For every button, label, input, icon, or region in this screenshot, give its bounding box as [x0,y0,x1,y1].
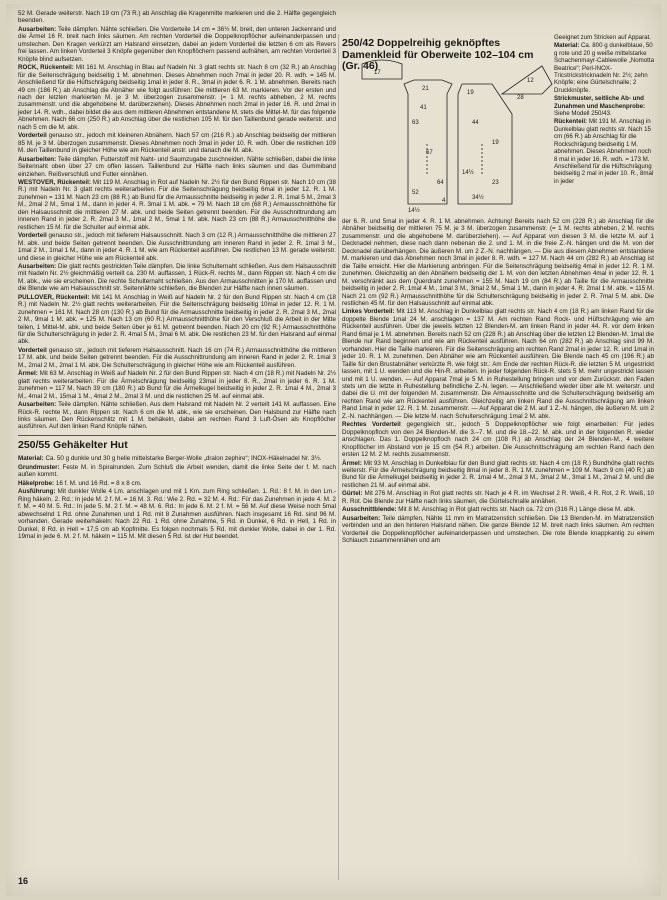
dim-label: 44 [472,120,479,126]
paragraph [342,308,654,420]
text: Mit dunkler Wolle 4 Lm. anschlagen und mit 1 Km. zum Ring schließen. 1. Rd.: 8 f. M. in den Lm.-Ring häkeln. 2. Rd.: In jede M. 2 f. M. = 16 M. 3. Rd.: Wie 2. Rd. = 32 M. 4. Rd.: Für das Zunehmen in jede 4. M. 2 f. M. = 40 M. 5. Rd.: In jede 5. M. 2 f. M. = 48 M. 6. Rd.: In jede 6. M. 2 f. M. = 56 M. Auf diese Weise noch 5mal abwechselnd 1 Rd. ohne Zunahmen und 1 Rd. mit 8 Zunahmen ausführen. Nach insgesamt 16 Rd. sind 96 M. vorhanden. Gerade weiterhäkeln: Nach 22 Rd. 1 Rd. ohne Zunahme, 5 Rd. in Dunkel, 6 Rd. in Hell, 1 Rd. in Dunkel, 8 Rd. in Hell = 17,5 cm ab Kopfmitte. Es folgen nochmals 5 Rd. mit dunkler Wolle, dabei in der 1. Rd. 19mal in jede 6. M. 2 f. M. häkeln = 115 M. Mit diesen 5 Rd. ist der Hut beendet. [18,488,336,540]
paragraph [342,506,654,513]
dim-label: 28 [517,95,524,101]
paragraph [18,488,336,540]
label: Rückenteil: [554,118,588,126]
text: Mit 191 M. Anschlag in Dunkelblau glatt rechts str. Nach 15 cm (66 R.) ab Anschlag für die Rockschrägung beidseitig 1 M. abnehmen. Dieses Abnehmen noch 8 mal in jeder 16. R. wdh. = 173 M. Anschließend für die Hüftschrägung beidseitig 2 mal in jeder 10. R., 8mal in jeder [554,118,654,185]
text: Mit 119 M. Anschlag in Rot auf Nadeln Nr. 2½ für den Bund Rippen str. Nach 10 cm (38 R.) mit Nadeln Nr. 3 glatt rechts weiterarbeiten. Für die Seitenschrägung beidseitig 6mal in jeder 12. R. 1 M. zunehmen = 131 M. Nach 23 cm (88 R.) ab Bund für die Armausschnitte beidseitig in jeder 2. R. 1mal 5 M., 2mal 3 M., 2mal 2 M., 5mal 1 M., dann in jeder 4. R. 3mal 1 M. abk. = 79 M. Nach 18 cm (68 R.) Armausschnitthöhe für den Halsausschnitt die mittleren 27 M. abk. und beide Seiten getrennt beenden. Für die Ausschnittrundung am inneren Rand in jeder 2. R. 2mal 3 M., 1mal 2 M., 5mal 1 M. abk. Nach 23 cm (88 R.) Armausschnitthöhe die restlichen 15 M. für die Schulter auf einmal abk. [18,178,336,231]
dim-label: 21 [422,86,429,92]
label: Grundmuster: [18,463,60,471]
paragraph: Geeignet zum Stricken auf Apparat. [554,34,651,41]
paragraph [18,347,336,369]
paragraph [18,132,336,154]
text: Die glatt rechts gestrickten Teile dämpfen. Die linke Schulternaht schließen. Aus dem Halsausschnitt mit Nadeln Nr. 2½ gleichmäßig verteilt ca. 230 M. auffassen, 1 Rück-R. rechts M., dann Rippen str. Nach 4 cm die M. abk., wie sie erscheinen. Die rechte Schulternaht schließen. Aus den Armausschnitten je 170 M. auffassen und die Blende wie am Halsausschnitt str. Seitennähte schließen, die Blenden zur Hälfte nach innen säumen. [18,262,336,293]
label: Ausarbeiten: [18,25,57,33]
label: Ärmel: [18,370,38,378]
text: Mit 63 M. Anschlag in Weiß auf Nadeln Nr. 2 für den Bund Rippen str. Nach 4 cm (18 R.) mit Nadeln Nr. 2½ glatt rechts weiterarbeiten. Für die Ärmelschrägung beidseitig 23mal in jeder 8. R., 2mal in jeder 6. R. 1 M. zunehmen = 117 M. Nach 39 cm (180 R.) ab Bund für die Ärmelkugel beidseitig in jeder 2. R. 1mal 4 M., 2mal 3 M., 4mal 2 M., 15mal 1 M., 4mal 2 M., 2mal 3 M. und die restlichen 25 M. auf einmal abk. [18,370,336,400]
column-divider [338,34,339,880]
dim-label: 63 [412,120,419,126]
paragraph [342,490,654,505]
dim-label: 4 [442,198,446,204]
label: Strickmuster, seitliche Ab- und Zunahmen und Maschenprobe: [554,95,646,110]
paragraph [18,232,336,262]
paragraph [554,95,654,117]
page-number: 16 [18,876,29,886]
paragraph [554,42,654,94]
text: Ca. 800 g dunkelblaue, 50 g rote und 20 g weiße mittelstarke Schachenmayr-Cablewolle „Nomotta Beatrice“; Perl-INOX-Tricstrickstricknadeln Nr. 2½; zehn Knöpfe; eine Gürtelschnalle; 2 Druckknöpfe. [554,42,654,94]
dim-label: 52 [412,190,419,196]
paragraph: 52 M. Gerade weiterstr. Nach 19 cm (73 R.) ab Anschlag die Kragenmitte markieren und die 2. Hälfte gegengleich beenden. [18,10,336,25]
label: ROCK, Rückenteil: [18,64,74,72]
dim-label: 23 [492,180,499,186]
dim-label: 14½ [408,208,420,214]
front-outline [458,84,512,204]
text: Mit 93 M. Anschlag in Dunkelblau für den Bund glatt rechts str. Nach 4 cm (18 R.) Bundhöhe glatt rechts weiterstr. Für die Ärmelschrägung beidseitig 8mal in jeder 8. R. 1 M. zunehmen = 109 M. Nach 9 cm (40 R.) ab Bund für die Ärmelkugel beidseitig in jeder 2. R. 1mal 4 M., 2mal 3 M., 3mal 2 M., 3mal 1 M., 2mal 2 M. und die restlichen 21 M. auf einmal abk. [342,459,654,489]
label: Ausschnittblende: [342,506,397,514]
label: Material: [554,42,580,50]
paragraph [342,421,654,458]
label: Ärmel: [342,459,362,467]
label: Ausarbeiten: [18,155,57,163]
dim-label: 64 [437,180,444,186]
text: Siehe Modell 250/43. [554,110,612,118]
left-column [18,10,336,541]
paragraph [18,179,336,231]
dim-label: 17 [374,70,381,76]
text: Teile dämpfen. Nähte schließen. Aus dem Halsrand mit Nadeln Nr. 2 verteilt 141 M. auffassen. Eine Rück-R. rechte M., dann Rippen str. Nach 6 cm die M. abk., wie sie erscheinen. Den Halsbund zur Hälfte nach links säumen. Den Rückenschlitz mit 1 M. behäkeln, dabei am rechten Rand 3 Luft-Ösen als Knopflöcher ausführen. Auf den linken Rand Knöpfe nähen. [18,401,336,431]
label: Rechtes Vorderteil [342,421,401,429]
dim-label: 34½ [472,195,484,201]
dim-label: 12 [527,78,534,84]
label: Häkelprobe: [18,479,55,487]
paragraph [18,401,336,431]
paragraph [554,118,654,185]
paragraph [18,156,336,178]
text: Teile dämpfen. Futterstoff mit Naht- und Saumzugabe zuschneiden. Nähte schließen, dabei die linke Seitennaht oben über 27 cm offen lassen. Taillenbund zur Hälfte nach links säumen und das Gummiband einziehen. Reißverschluß und Futter einnähen. [18,155,336,178]
text: 16 f. M. und 16 Rd. = 8 x 8 cm. [55,479,142,487]
label: Ausarbeiten: [18,401,57,409]
text: Mit 8 M. Anschlag in Rot glatt rechts str. Nach ca. 72 cm (316 R.) Länge diese M. abk. [398,506,636,514]
paragraph [342,515,654,545]
section-divider [18,435,336,436]
paragraph [342,460,654,490]
label: Ausarbeiten: [18,262,57,270]
text: Mit 276 M. Anschlag in Rot glatt rechts str. Nach je 4 R. im Wechsel 2 R. Weiß, 4 R. Rot, 2 R. Weiß, 10 R. Rot. Die Blende zur Hälfte nach links säumen, die Gürtelschnalle annähen. [342,490,654,505]
text: Mit 141 M. Anschlag in Weiß auf Nadeln Nr. 2 für den Bund Rippen str. Nach 4 cm (18 R.) mit Nadeln Nr. 2½ glatt rechts weiterarbeiten. Für die Seitenschrägung beidseitig 10mal in jeder 12. R. 1 M. zunehmen = 161 M. Nach 28 cm (130 R.) ab Bund für die Armausschnitte beidseitig in jeder 2. R. 2mal 3 M., 2mal 2 M., 9mal 1 M. abk. = 125 M. Nach 13 cm (60 R.) Armausschnitthöhe für den Verschluß die Arbeit in der Mitte teilen, 1 Mittel-M. abk. und beide Seiten über je 61 M. getrennt beenden. Nach 20 cm (92 R.) Armausschnitthöhe für die Schulterschrägung in jeder 2. R. 4mal 5 M., 3mal 6 M. abk. Die restlichen 23 M. für den Halsrand auf einmal abk. [18,293,336,346]
text: Mit 161 M. Anschlag in Blau auf Nadeln Nr. 3 glatt rechts str. Nach 8 cm (32 R.) ab Anschlag für die Seitenschrägung beidseitig 1 M. abnehmen. Dieses Abnehmen noch 7mal in jeder 20. R. wdh. = 145 M. Anschließend für die Hüftschrägung beidseitig 1mal in jeder 8. R., 3mal in jeder 6. R. 1 M. abnehmen. Bereits nach 49 cm (186 R.) ab Anschlag die Abnäher wie folgt ausführen: Die mittleren 63 M. markieren. Vor der ersten und nach der letzten markierten M. je 3 M. überzogen zusammenstr. (= 1 M. rechts abheben, 2 M. rechts zusammenstr. und die abgehobene M. darüberziehen). Dieses Abnehmen noch 2mal in jeder 16. R. und 2mal in jeder 14. R. wdh., dabei bildet die aus dem mittleren Abnehmen entstandene M. stets die Mittel-M. für das folgende Abnehmen. Nach 66 cm (250 R.) ab Anschlag über die restlichen 105 M. für den Taillenbund gerade weiterstr. und nach 5 cm die M. abk. [18,64,336,131]
text: Ca. 50 g dunkle und 30 g helle mittelstarke Berger-Wolle „dralon zephire“; INOX-Häkelnadel Nr. 3½. [45,455,322,463]
paragraph [18,464,336,479]
paragraph [18,26,336,63]
paragraph [18,370,336,400]
label: Linkes Vorderteil: [342,308,395,316]
hat-title: 250/55 Gehäkelter Hut [18,438,128,451]
label: Vorderteil [18,132,47,140]
text: Mit 113 M. Anschlag in Dunkelblau glatt rechts str. Nach 4 cm (18 R.) am linken Rand für die doppelte Blende 1mal 24 M. anschlagen = 137 M. Am rechten Rand Rock- und Hüftschrägung wie am Rückenteil ausführen. Über die jeweils letzten 12 Blenden-M. am linken Rand in jeder 44. R. vor dem linken Rand 6mal je 1 M. abnehmen. Bereits nach 52 cm (228 R.) ab Anschlag über die letzten 12 Blenden-M. 1mal die Blende nur Rand beginnen und wie am Rückenteil ausführen. Nach 64 cm (282 R.) ab Anschlag sind 99 M. vorhanden. Hier die Taille markieren. Für die Seitenschrägung am rechten Rand 2mal in jeder 12. R. und 1mal in jeder 10. R. 1 M. zunehmen. Den Abnäher wie am Rückenteil ausführen. Die Blende nach 45 cm (196 R.) ab Taille für den Brustabnäher verkürzte R. wie folgt str.: Am Ende der rechten Rück-R. die letzten 5 M. ungestrickt lassen, mit 1 U. wenden und die Hin-R. arbeiten. In jeder folgenden Rück-R. stets 5 M. mehr ungestrickt lassen und mit 1 U. wenden. — Auf Apparat 7mal je 5 M. in Ruhestellung bringen und vor dem Zurückstr. den Faden stets um die letzte in Ruhestellung befindliche Z.-N. legen. — Anschließend wieder über alle M. weiterstr. und dabei die U. mit der folgenden M. zusammenstr. Die Armausschnitte und die Schulterschrägung beidseitig am rechten Rand wie am Rückenteil ausführen. Gleichzeitig am linken Rand die Ausschnittschrägung am linken Rand 1mal in jeder 12. R. 1 M. zusammenstr. — Auf Apparat die 2 M. auf 1 Z.-N. hängen, die äußeren M. um 2 Z.-N. nachhängen. — Die letzte M. nach Schulterschrägung 1mal 2 M. abk. [342,308,654,420]
sleeve-outline [362,60,402,79]
dress-title: 250/42 Doppelreihig geknöpftes Damenkleid für Oberweite 102–104 cm (Gr. 46) [342,37,534,72]
paragraph [18,480,336,487]
label: Ausführung: [18,488,56,496]
right-side-column [554,34,654,186]
back-outline [404,80,452,204]
label: Ausarbeiten: [342,514,381,522]
magazine-page [6,4,661,896]
paragraph [18,263,336,293]
label: Vorderteil [18,346,47,354]
label: Gürtel: [342,490,363,498]
label: WESTOVER, Rückenteil: [18,178,91,186]
label: Vorderteil [18,232,47,240]
paragraph: der 6. R. und 5mal in jeder 4. R. 1 M. abnehmen. Achtung! Bereits nach 52 cm (228 R.) ab Anschlag für die Abnäher beidseitig der mittleren 75 M. je 3 M. überzogen zusammenstr. (= 1 M. rechts abheben, 2 M. rechts zusammenstr. und die abgehobene M. darüberziehen). — Auf Apparat von diesen 3 M. die letzte M. auf 1 Decknadel nehmen, diese nach dann nebenan die 2. und 1. M. in die freie Z.-N. hängen und die M. von der Decknadel darüberhängen. Die äußeren M. um 2 Z.-N. nachhängen. — Die aus diesem Abnehmen entstandene M. markieren und das Abnehmen noch 3mal in jeder 8. R. wdh. = 127 M. Nach 44 cm (282 R.) ab Anschlag ist die Taille erreicht. Hier die Markierung anbringen. Für die Seitenschrägung beidseitig 4mal in jeder 12. R. 1 M. zunehmen. Gleichzeitig an den Abnähern beidseitig der 1. M. von den letzten Abnehmen 4mal in jeder 12. R. 1 M. verschränkt aus dem Querdraht zunehmen = 155 M. Nach 19 cm (84 R.) ab Taille für die Armausschnitte beidseitig in jeder 2. R. 1mal 4 M., 1mal 3 M., 3mal 2 M., 5mal 1 M., dann in jeder 4. R. 2mal 1 M. abk. = 115 M. Nach 21 cm (92 R.) Armausschnitthöhe für die Schulterschrägung beidseitig in jeder 2. R. 7mal 5 M. abk. Die restlichen 45 M. für den Halsausschnitt auf einmal abk. [342,218,654,307]
right-main-column [342,218,654,545]
text: genauso str., jedoch mit tieferem Halsausschnitt. Nach 16 cm (74 R.) Armausschnitthöhe die mittleren 17 M. abk. und beide Seiten getrennt beenden. Für die Ausschnittrundung am inneren Rand in jeder 2. R. 1mal 3 M., 2mal 2 M., 2mal 1 M. abk. Die Schulterschrägung in gleicher Höhe wie am Rückenteil ausführen. [18,346,336,369]
dim-label: 19 [467,90,474,96]
dim-label: 41 [420,105,427,111]
pattern-schematic [342,54,554,214]
paragraph [18,64,336,131]
dim-label: 67 [426,150,433,156]
text: genauso str., jedoch mit tieferem Halsausschnitt. Nach 3 cm (12 R.) Armausschnitthöhe die mittleren 27 M. abk. und beide Seiten getrennt beenden. Die Ausschnittrundung am inneren Rand in jeder 2. R. 1mal 3 M., 1mal 2 M., 1mal 1 M., dann in jeder 4. R. 1 M. wie am Rückenteil ausführen. Die restlichen 13 M. gerade weiterstr. und diese in gleicher Höhe wie am Rückenteil abk. [18,232,336,262]
label: PULLOVER, Rückenteil: [18,293,90,301]
text: Teile dämpfen. Nähte schließen. Die Vorderteile 14 cm = 36½ M. breit, den unteren Jackenrand und die Ärmel 16 R. breit nach links säumen. Am rechten Vorderteil die Doppelknopflöcher aufeinanderpassen und umstechen. Den Kragen verkürzt am Halsrand einsetzen, dabei an jedem Vorderteil die letzten 6 cm als Revers frei lassen. Am linken Vorderteil 3 Knöpfe gegenüber den Knopflöchern passend aufnähen, am rechten Vorderteil 3 Knöpfe blind aufsetzen. [18,25,336,63]
text: genauso str., jedoch mit kleineren Abnähern. Nach 57 cm (216 R.) ab Anschlag beidseitig der mittleren 85 M. je 3 M. überzogen zusammenstr. Dieses Abnehmen noch 3mal in jeder 10. R. wdh. Über die restlichen 109 M. den Taillenbund in gleicher Höhe wie am Rückenteil anstr. und danach die M. abk. [18,132,336,155]
label: Material: [18,455,44,463]
dim-label: 14½ [462,170,474,176]
text: Feste M. in Spiralrunden. Zum Schluß die Arbeit wenden, damit die linke Seite der f. M. nach außen kommt. [18,463,336,479]
paragraph [18,294,336,346]
paragraph [18,455,336,462]
text: Teile dämpfen, Nähte 11 mm im Matratzenstich schließen. Die 13 Blenden-M. im Matratzenstich verbinden und an den hinteren Halsrand nähen. Die ganze Blende 12 M. breit nach links säumen. Am rechten Vorderteil die Doppelknopflöcher aufeinanderpassen und umstechen. Die rote Blende knappkantig zu einem Schlauch zusammennähen und am [342,514,655,545]
text: gegengleich str., jedoch 5 Doppelknopflöcher wie folgt einarbeiten: Für jedes Doppelknopfloch von den 24 Blenden-M. die 3.–7. M. und die 18.–22. M. abk. und in der folgenden R. wieder anschlagen. Das 1. Doppelknopfloch nach 24 cm (108 R.) ab Anschlag der 24 Blenden-M., 4 weitere Knopflöcher im Abstand von je 15 cm (54 R.) arbeiten. Die Ausschnittschrägung am rechten Rand nach den ersten 12 M. 2 M. rechts zusammenstr. [342,421,655,459]
dim-label: 19 [492,140,499,146]
